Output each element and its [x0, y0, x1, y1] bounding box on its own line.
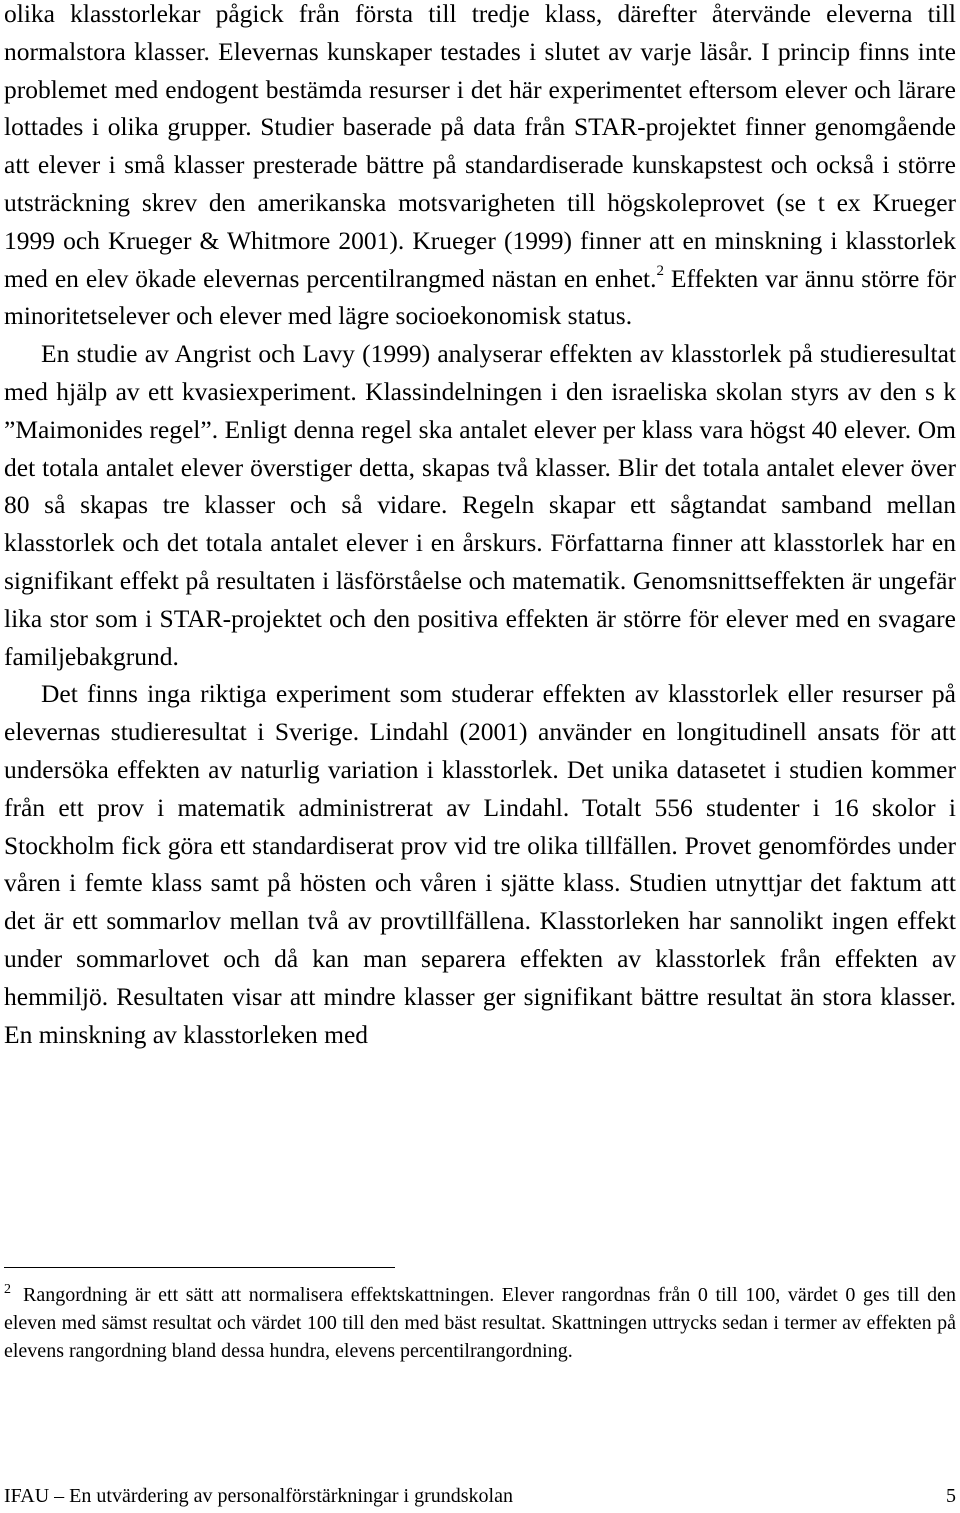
footnote-text: Rangordning är ett sätt att normalisera effektskattningen. Elever rangordnas från 0 till 100, värdet 0 ges till den eleven med sämst resultat och värdet 100 till den med bäst resultat. Skattningen uttrycks sedan i termer av effekten på elevens rangordning bland dessa hundra, elevens percentilrangordning.: [4, 1284, 956, 1362]
footnote-reference: 2: [656, 262, 664, 279]
footnote-separator: [4, 1267, 395, 1268]
footnote-number: 2: [4, 1282, 11, 1297]
page-number: 5: [946, 1485, 956, 1507]
body-text: [4, 0, 956, 1053]
paragraph-3: Det finns inga riktiga experiment som studerar effekten av klasstorlek eller resurser på elevernas studieresultat i Sverige. Lindahl (2001) använder en longitudinell ansats för att undersöka effekten av naturlig variation i klasstorlek. Det unika datasetet i studien kommer från ett prov i matematik administrerat av Lindahl. Totalt 556 studenter i 16 skolor i Stockholm fick göra ett standardiserat prov vid tre olika tillfällen. Provet genomfördes under våren i femte klass samt på hösten och våren i sjätte klass. Studien utnyttjar det faktum att det är ett sommarlov mellan två av provtillfällena. Klasstorleken har sannolikt ingen effekt under sommarlovet och då kan man separera effekten av klasstorlek från effekten av hemmiljö. Resultaten visar att mindre klasser ger signifikant bättre resultat än stora klasser. En minskning av klasstorleken med: [4, 679, 956, 1049]
paragraph-1-continuation: Effekten var ännu större för minoritetselever och elever med lägre socioekonomisk status.: [4, 263, 956, 331]
page-footer: [4, 1483, 956, 1509]
running-title: IFAU – En utvärdering av personalförstärkningar i grundskolan: [4, 1485, 513, 1507]
paragraph-1-text: olika klasstorlekar pågick från första till tredje klass, därefter återvände eleverna till normalstora klasser. Elevernas kunskaper testades i slutet av varje läsår. I princip finns inte problemet med endogent bestämda resurser i det här experimentet eftersom elever och lärare lottades i olika grupper. Studier baserade på data från STAR-projektet finner genomgående att elever i små klasser presterade bättre på standardiserade kunskapstest och också i större utsträckning skrev den amerikanska motsvarigheten till högskoleprovet (se t ex Krueger 1999 och Krueger & Whitmore 2001). Krueger (1999) finner att en minskning i klasstorlek med en elev ökade elevernas percentilrangmed nästan en enhet.: [4, 0, 956, 293]
paragraph-2: En studie av Angrist och Lavy (1999) analyserar effekten av klasstorlek på studieresultat med hjälp av ett kvasiexperiment. Klassindelningen i den israeliska skolan styrs av den s k ”Maimonides regel”. Enligt denna regel ska antalet elever per klass vara högst 40 elever. Om det totala antalet elever överstiger detta, skapas två klasser. Blir det totala antalet elever över 80 så skapas tre klasser och så vidare. Regeln skapar ett sågtandat samband mellan klasstorlek och det totala antalet elever i en årskurs. Författarna finner att klasstorlek har en signifikant effekt på resultaten i läsförståelse och matematik. Genomsnittseffekten är ungefär lika stor som i STAR-projektet och den positiva effekten är större för elever med en svagare familjebakgrund.: [4, 339, 956, 671]
paragraph-1: [4, 0, 956, 335]
footnote: [4, 1281, 956, 1365]
